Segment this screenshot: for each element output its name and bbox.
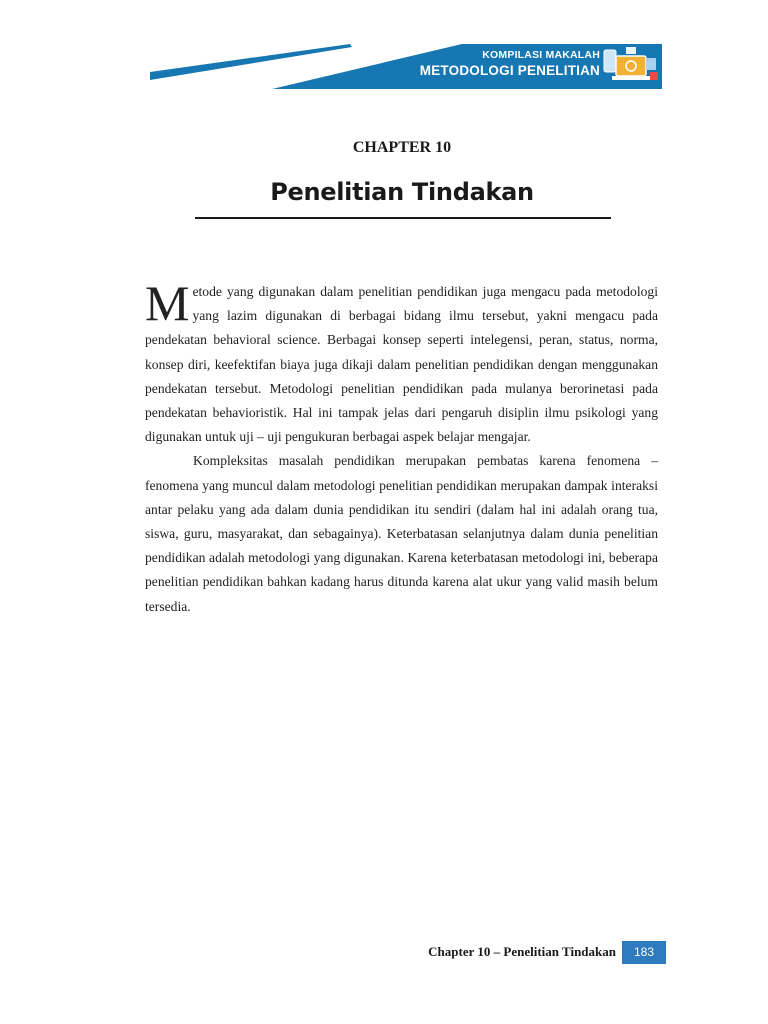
chapter-title: Penelitian Tindakan — [270, 178, 534, 206]
header-stripe — [150, 44, 352, 80]
header-banner — [0, 0, 768, 100]
header-title-line1: KOMPILASI MAKALAH — [482, 49, 600, 61]
header-title — [400, 48, 600, 80]
footer-chapter-label: Chapter 10 – Penelitian Tindakan — [428, 944, 616, 959]
title-underline — [195, 217, 611, 219]
drop-cap: M — [145, 275, 190, 331]
header-title-line2: METODOLOGI PENELITIAN — [419, 63, 600, 78]
paragraph-2: Kompleksitas masalah pendidikan merupakan pembatas karena fenomena – fenomena yang muncul dalam metodologi penelitian pendidikan merupakan dampak interaksi antar pelaku yang ada dalam dunia pendidikan itu sendiri (dalam hal ini adalah orang tua, siswa, guru, masyarakat, dan sebagainya). Keterbatasan selanjutnya dalam dunia penelitian pendidikan adalah metodologi yang digunakan. Karena keterbatasan metodologi ini, beberapa penelitian pendidikan bahkan kadang harus ditunda karena alat ukur yang valid masih belum tersedia. — [145, 453, 658, 614]
body-text — [145, 275, 658, 619]
page-number: 183 — [622, 941, 666, 964]
paragraph-1 — [145, 275, 658, 449]
chapter-label: CHAPTER 10 — [352, 139, 452, 156]
paragraph-1-text: etode yang digunakan dalam penelitian pendidikan juga mengacu pada metodologi yang lazim digunakan di berbagai bidang ilmu tersebut, yakni mengacu pada pendekatan behavioral science. Berbagai konsep seperti intelegensi, peran, status, norma, konsep diri, keefektifan biaya juga dikaji dalam penelitian pendidikan dengan menggunakan pendekatan tersebut. Metodologi penelitian pendidikan pada mulanya berorinetasi pada pendekatan behavioristik. Hal ini tampak jelas dari pengaruh disiplin ilmu psikologi yang digunakan untuk uji – uji pengukuran berbagai aspek belajar mengajar. — [145, 284, 658, 445]
